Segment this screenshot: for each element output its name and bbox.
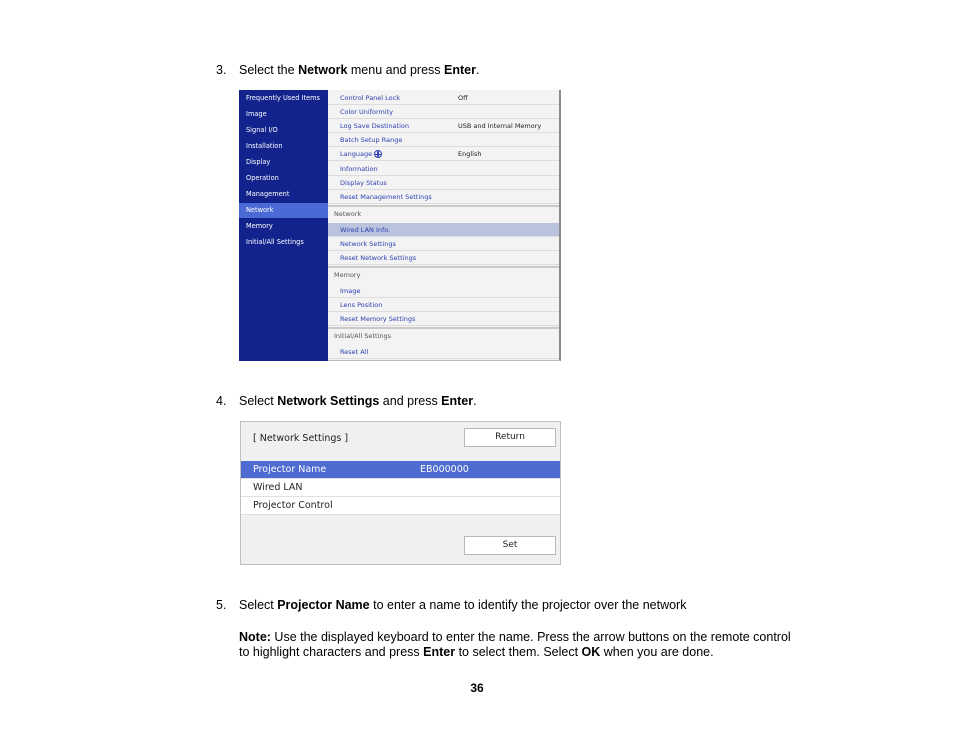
menu-item-memory[interactable]: Memory <box>246 222 273 230</box>
menu-item-operation[interactable]: Operation <box>246 174 279 182</box>
step-number: 5. <box>216 598 227 612</box>
menu-row-reset-network[interactable]: Reset Network Settings <box>328 251 559 265</box>
menu-item-signal-io[interactable]: Signal I/O <box>246 126 278 134</box>
menu-row-network-settings[interactable]: Network Settings <box>328 237 559 251</box>
menu-item-image[interactable]: Image <box>246 110 267 118</box>
menu-item-display[interactable]: Display <box>246 158 271 166</box>
section-header-initial-all: Initial/All Settings <box>328 327 559 343</box>
menu-row-log-save-destination[interactable]: Log Save Destination USB and Internal Memory <box>328 119 559 133</box>
step-text: Select Projector Name to enter a name to identify the projector over the network <box>239 598 687 612</box>
globe-icon <box>374 150 382 158</box>
menu-item-management[interactable]: Management <box>246 190 290 198</box>
page-number: 36 <box>470 681 484 695</box>
menu-row-reset-memory[interactable]: Reset Memory Settings <box>328 312 559 326</box>
section-header-memory: Memory <box>328 266 559 282</box>
menu-row-lens-position[interactable]: Lens Position <box>328 298 559 312</box>
menu-row-information[interactable]: Information <box>328 162 559 176</box>
menu-item-frequently-used[interactable]: Frequently Used Items <box>246 94 320 102</box>
set-button[interactable]: Set <box>464 536 556 555</box>
menu-row-color-uniformity[interactable]: Color Uniformity <box>328 105 559 119</box>
menu-row-wired-lan-info[interactable]: Wired LAN Info. <box>328 223 559 237</box>
row-projector-name[interactable]: Projector Name EB000000 <box>241 461 560 479</box>
menu-row-reset-all[interactable]: Reset All <box>328 345 559 359</box>
menu-row-display-status[interactable]: Display Status <box>328 176 559 190</box>
settings-menu-screenshot <box>239 90 561 361</box>
network-settings-screenshot <box>240 421 561 565</box>
row-wired-lan[interactable]: Wired LAN <box>241 479 560 497</box>
note-line-2: to highlight characters and press Enter to select them. Select OK when you are done. <box>239 645 714 659</box>
row-projector-control[interactable]: Projector Control <box>241 497 560 515</box>
note-paragraph <box>239 630 791 660</box>
menu-item-network[interactable]: Network <box>239 203 328 218</box>
step-text: Select the Network menu and press Enter. <box>239 63 480 77</box>
menu-row-reset-management[interactable]: Reset Management Settings <box>328 190 559 204</box>
menu-row-control-panel-lock[interactable]: Control Panel Lock Off <box>328 91 559 105</box>
step-number: 3. <box>216 63 227 77</box>
menu-row-memory-image[interactable]: Image <box>328 284 559 298</box>
note-line-1: Note: Use the displayed keyboard to enter the name. Press the arrow buttons on the remote control <box>239 630 791 644</box>
menu-item-installation[interactable]: Installation <box>246 142 283 150</box>
section-header-network: Network <box>328 205 559 221</box>
return-button[interactable]: Return <box>464 428 556 447</box>
step-text: Select Network Settings and press Enter. <box>239 394 477 408</box>
menu-row-batch-setup-range[interactable]: Batch Setup Range <box>328 133 559 147</box>
menu-content <box>328 90 559 361</box>
menu-row-language[interactable]: Language English <box>328 147 559 161</box>
network-settings-title: [ Network Settings ] <box>253 433 349 444</box>
step-number: 4. <box>216 394 227 408</box>
menu-sidebar <box>239 90 328 361</box>
menu-item-initial-all-settings[interactable]: Initial/All Settings <box>246 238 304 246</box>
